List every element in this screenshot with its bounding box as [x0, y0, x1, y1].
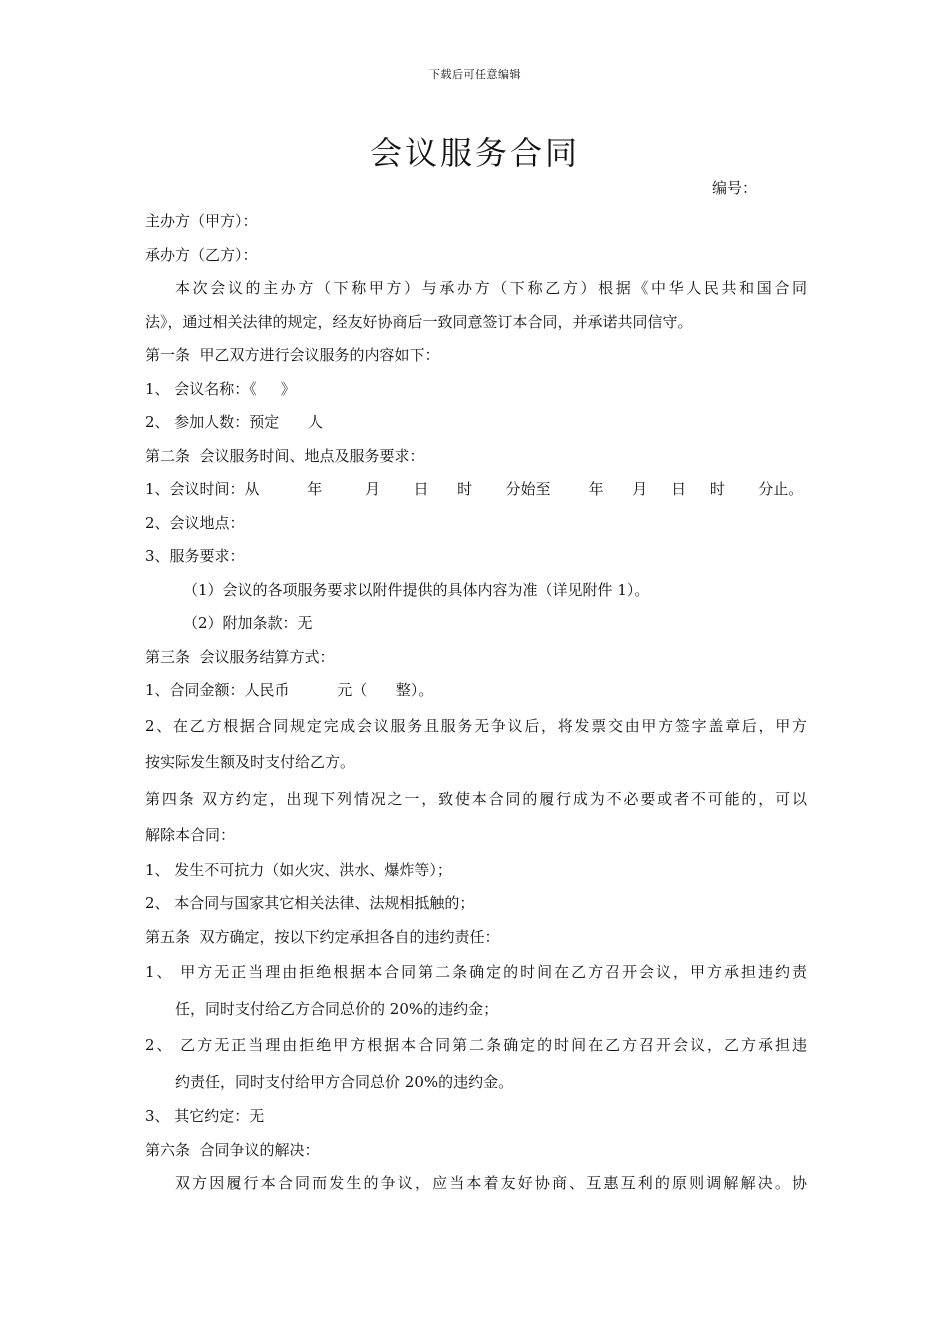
dispute-resolution-line: 双方因履行本合同而发生的争议，应当本着友好协商、互惠互利的原则调解解决。协 — [175, 1174, 807, 1192]
article-5-heading: 第五条 双方确定，按以下约定承担各自的违约责任： — [145, 927, 500, 946]
article-1-heading: 第一条 甲乙双方进行会议服务的内容如下： — [145, 346, 440, 364]
contract-body — [145, 205, 807, 1201]
liability-item-2-line-2: 约责任，同时支付给甲方合同总价 20%的违约金。 — [175, 1072, 514, 1091]
termination-item-2: 2、 本合同与国家其它相关法律、法规相抵触的； — [145, 894, 475, 912]
requirement-item-1: （1）会议的各项服务要求以附件提供的具体内容为准（详见附件 1）。 — [183, 580, 650, 599]
meeting-time-line: 1、会议时间：从 年 月 日 时 分始至 年 月 日 时 分止。 — [145, 480, 804, 498]
article-4-heading-line-1: 第四条 双方约定，出现下列情况之一，致使本合同的履行成为不必要或者不可能的，可以 — [145, 789, 807, 808]
requirement-item-2: （2）附加条款：无 — [183, 614, 313, 632]
article-6-heading: 第六条 合同争议的解决： — [145, 1140, 320, 1159]
termination-item-1: 1、 发生不可抗力（如火灾、洪水、爆炸等）； — [145, 860, 452, 879]
service-requirements-line: 3、服务要求： — [145, 547, 245, 565]
liability-item-1-line-2: 任，同时支付给乙方合同总价的 20%的违约金； — [175, 999, 499, 1018]
article-2-heading: 第二条 会议服务时间、地点及服务要求： — [145, 446, 425, 465]
header-note: 下载后可任意编辑 — [429, 68, 521, 81]
meeting-name-line: 1、 会议名称：《 》 — [145, 379, 296, 398]
contract-amount-line: 1、合同金额：人民币 元（ 整）。 — [145, 681, 434, 699]
document-title: 会议服务合同 — [369, 134, 580, 172]
liability-item-1-line-1: 1、 甲方无正当理由拒绝根据本合同第二条确定的时间在乙方召开会议，甲方承担违约责 — [145, 963, 807, 981]
liability-item-2-line-1: 2、 乙方无正当理由拒绝甲方根据本合同第二条确定的时间在乙方召开会议，乙方承担违 — [145, 1036, 807, 1054]
contract-number-label: 编号： — [712, 179, 758, 197]
party-b-line: 承办方（乙方）： — [145, 245, 258, 264]
attendee-count-line: 2、 参加人数：预定 人 — [145, 413, 323, 431]
article-4-heading-line-2: 解除本合同： — [145, 826, 236, 844]
payment-terms-line-2: 按实际发生额及时支付给乙方。 — [145, 753, 356, 771]
party-a-line: 主办方（甲方）： — [145, 212, 258, 230]
payment-terms-line-1: 2、在乙方根据合同规定完成会议服务且服务无争议后，将发票交由甲方签字盖章后，甲方 — [145, 716, 807, 735]
article-3-heading: 第三条 会议服务结算方式： — [145, 647, 335, 666]
preamble-line-1: 本次会议的主办方（下称甲方）与承办方（下称乙方）根据《中华人民共和国合同 — [175, 279, 807, 297]
liability-item-3: 3、 其它约定：无 — [145, 1107, 265, 1125]
meeting-location-line: 2、会议地点： — [145, 513, 245, 532]
preamble-line-2: 法》，通过相关法律的规定，经友好协商后一致同意签订本合同，并承诺共同信守。 — [145, 312, 693, 331]
